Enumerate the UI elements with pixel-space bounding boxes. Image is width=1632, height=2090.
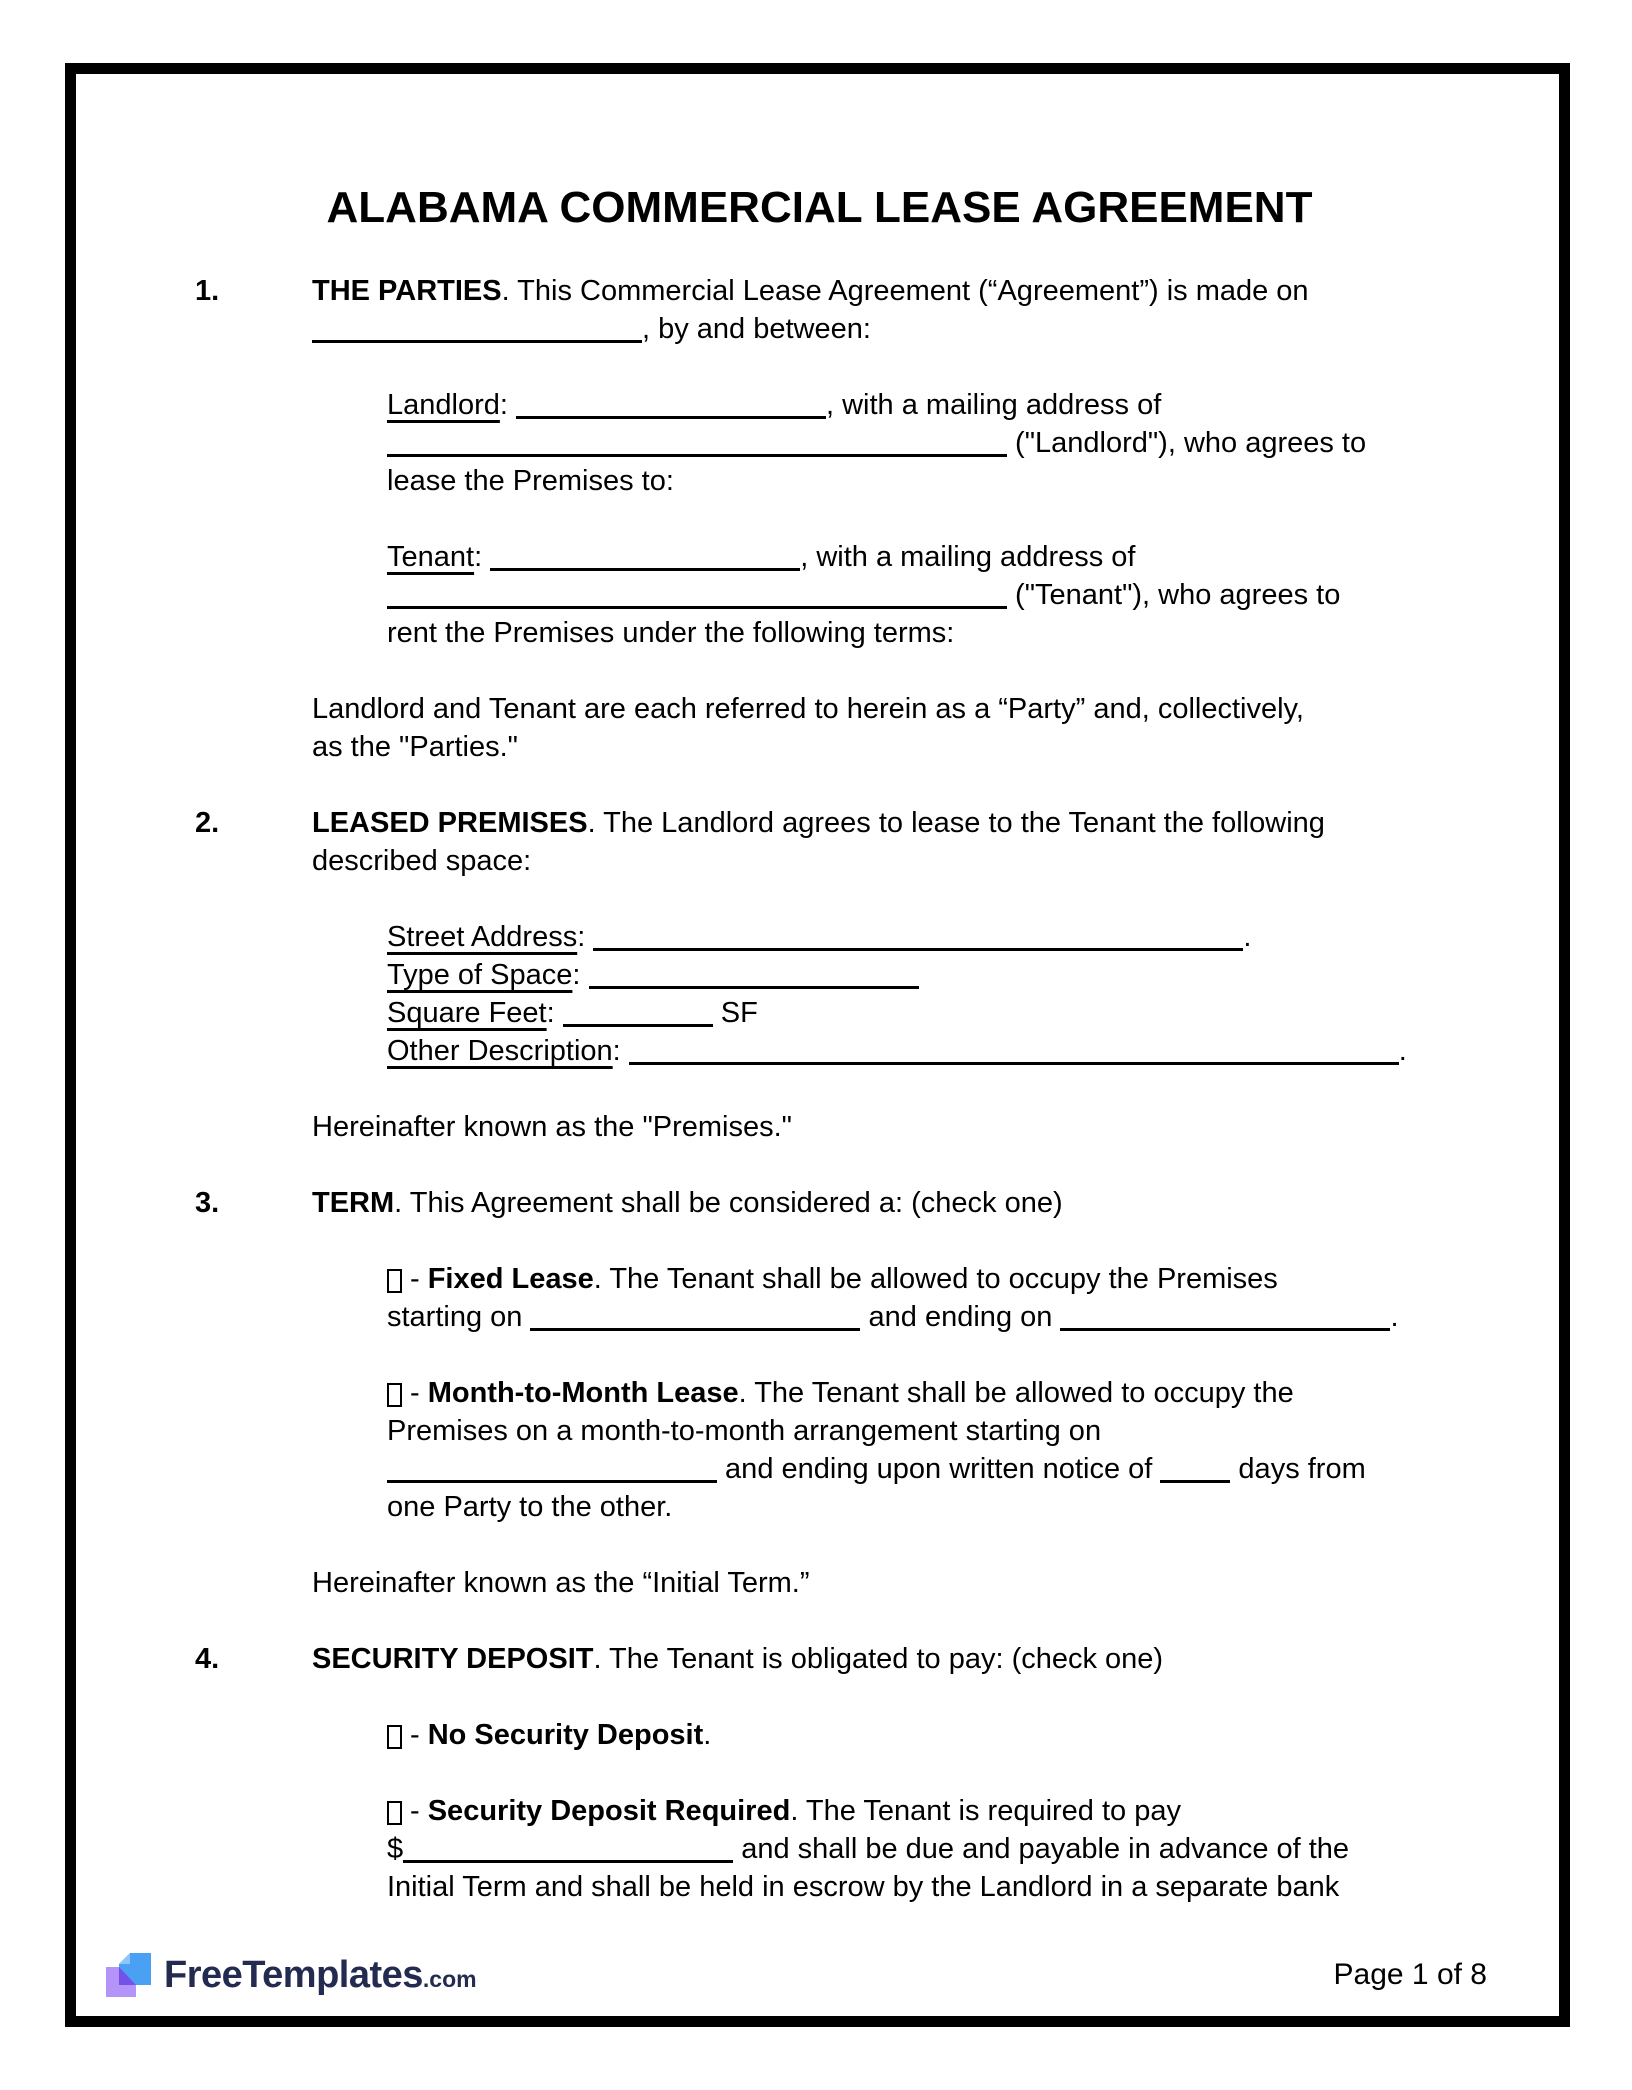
- section-heading: TERM: [312, 1187, 395, 1219]
- brand-name: FreeTemplates: [164, 1953, 423, 1996]
- section-4: [195, 1640, 1444, 1906]
- field-suffix: .: [1243, 921, 1252, 953]
- premises-paragraph: Hereinafter known as the "Premises.": [312, 1111, 792, 1143]
- brand-logo: [106, 1951, 477, 1999]
- section-text: . This Commercial Lease Agreement (“Agreement”) is made on: [501, 275, 1309, 307]
- option-dash: -: [410, 1795, 428, 1827]
- mtm-start-date-blank: [387, 1476, 717, 1483]
- section-number: 2.: [195, 807, 220, 839]
- option-text: Premises on a month-to-month arrangement starting on: [387, 1415, 1102, 1447]
- deposit-required-label: Security Deposit Required: [427, 1795, 791, 1827]
- section-text: described space:: [312, 845, 532, 877]
- option-text: .: [1390, 1301, 1399, 1333]
- paragraph-text: as the "Parties.": [312, 731, 518, 763]
- no-deposit-checkbox: [387, 1725, 402, 1749]
- fixed-start-date-blank: [530, 1324, 860, 1331]
- landlord-address-blank: [387, 450, 1007, 457]
- other-description-blank: [629, 1058, 1399, 1065]
- street-address-blank: [593, 944, 1243, 951]
- option-text: and ending on: [860, 1301, 1061, 1333]
- document-title: ALABAMA COMMERCIAL LEASE AGREEMENT: [326, 183, 1313, 232]
- section-text: . This Agreement shall be considered a: (check one): [394, 1187, 1063, 1219]
- option-dash: -: [410, 1263, 428, 1295]
- month-to-month-option: [387, 1374, 1444, 1526]
- deposit-required-checkbox: [387, 1801, 402, 1825]
- tenant-label: Tenant: [387, 541, 475, 573]
- field-suffix: .: [1398, 1035, 1407, 1067]
- document-content: [76, 74, 1559, 1906]
- section-1: [195, 272, 1444, 766]
- landlord-text: lease the Premises to:: [387, 465, 674, 497]
- agreement-date-blank: [312, 336, 642, 343]
- option-text: one Party to the other.: [387, 1491, 673, 1523]
- no-deposit-option: [387, 1716, 1444, 1754]
- option-text: . The Tenant shall be allowed to occupy the Premises: [593, 1263, 1278, 1295]
- section-number: 1.: [195, 275, 220, 307]
- tenant-text: , with a mailing address of: [800, 541, 1136, 573]
- landlord-label: Landlord: [387, 389, 500, 421]
- document-page: [65, 63, 1570, 2027]
- section-2: [195, 804, 1444, 1146]
- section-text: . The Landlord agrees to lease to the Tenant the following: [587, 807, 1325, 839]
- section-text: , by and between:: [642, 313, 871, 345]
- premises-fields: [387, 918, 1444, 1070]
- option-text: and ending upon written notice of: [717, 1453, 1161, 1485]
- brand-logo-icon: [106, 1951, 152, 1999]
- tenant-block: [387, 538, 1444, 652]
- security-deposit-amount-blank: [403, 1856, 733, 1863]
- label-colon: :: [499, 389, 516, 421]
- option-text: and shall be due and payable in advance of the: [733, 1833, 1350, 1865]
- deposit-required-option: [387, 1792, 1444, 1906]
- section-heading: SECURITY DEPOSIT: [312, 1643, 594, 1675]
- option-text: Initial Term and shall be held in escrow by the Landlord in a separate bank: [387, 1871, 1340, 1903]
- parties-paragraph: [312, 690, 1444, 766]
- section-3: [195, 1184, 1444, 1602]
- section-text: . The Tenant is obligated to pay: (check one): [593, 1643, 1164, 1675]
- tenant-address-blank: [387, 602, 1007, 609]
- page-indicator: Page 1 of 8: [1333, 1958, 1487, 1991]
- label-colon: :: [612, 1035, 629, 1067]
- fixed-lease-label: Fixed Lease: [427, 1263, 594, 1295]
- label-colon: :: [572, 959, 589, 991]
- paragraph-text: Landlord and Tenant are each referred to herein as a “Party” and, collectively,: [312, 693, 1304, 725]
- section-heading: LEASED PREMISES: [312, 807, 588, 839]
- square-feet-blank: [563, 1020, 713, 1027]
- initial-term-paragraph: Hereinafter known as the “Initial Term.”: [312, 1567, 810, 1599]
- option-text: starting on: [387, 1301, 531, 1333]
- option-dash: -: [410, 1377, 428, 1409]
- fixed-end-date-blank: [1060, 1324, 1390, 1331]
- tenant-text: rent the Premises under the following terms:: [387, 617, 955, 649]
- tenant-text: ("Tenant"), who agrees to: [1007, 579, 1341, 611]
- landlord-text: , with a mailing address of: [826, 389, 1162, 421]
- brand-domain: .com: [422, 1965, 477, 1992]
- option-text: $: [387, 1833, 404, 1865]
- label-colon: :: [577, 921, 594, 953]
- landlord-name-blank: [516, 412, 826, 419]
- type-of-space-label: Type of Space: [387, 959, 573, 991]
- no-deposit-label: No Security Deposit: [427, 1719, 704, 1751]
- mtm-lease-label: Month-to-Month Lease: [427, 1377, 739, 1409]
- other-description-label: Other Description: [387, 1035, 613, 1067]
- square-feet-label: Square Feet: [387, 997, 547, 1029]
- option-text: .: [703, 1719, 712, 1751]
- section-heading: THE PARTIES: [312, 275, 502, 307]
- landlord-text: ("Landlord"), who agrees to: [1007, 427, 1367, 459]
- label-colon: :: [546, 997, 563, 1029]
- landlord-block: [387, 386, 1444, 500]
- mtm-notice-days-blank: [1160, 1476, 1230, 1483]
- fixed-lease-checkbox: [387, 1269, 402, 1293]
- option-text: . The Tenant is required to pay: [790, 1795, 1181, 1827]
- page-footer: [106, 1946, 1527, 2004]
- label-colon: :: [474, 541, 491, 573]
- section-number: 3.: [195, 1187, 220, 1219]
- type-of-space-blank: [589, 982, 919, 989]
- option-text: days from: [1230, 1453, 1366, 1485]
- fixed-lease-option: [387, 1260, 1444, 1336]
- section-number: 4.: [195, 1643, 220, 1675]
- brand-text: [164, 1954, 477, 1997]
- tenant-name-blank: [490, 564, 800, 571]
- option-text: . The Tenant shall be allowed to occupy the: [738, 1377, 1294, 1409]
- mtm-lease-checkbox: [387, 1383, 402, 1407]
- street-address-label: Street Address: [387, 921, 578, 953]
- field-suffix: SF: [712, 997, 758, 1029]
- option-dash: -: [410, 1719, 428, 1751]
